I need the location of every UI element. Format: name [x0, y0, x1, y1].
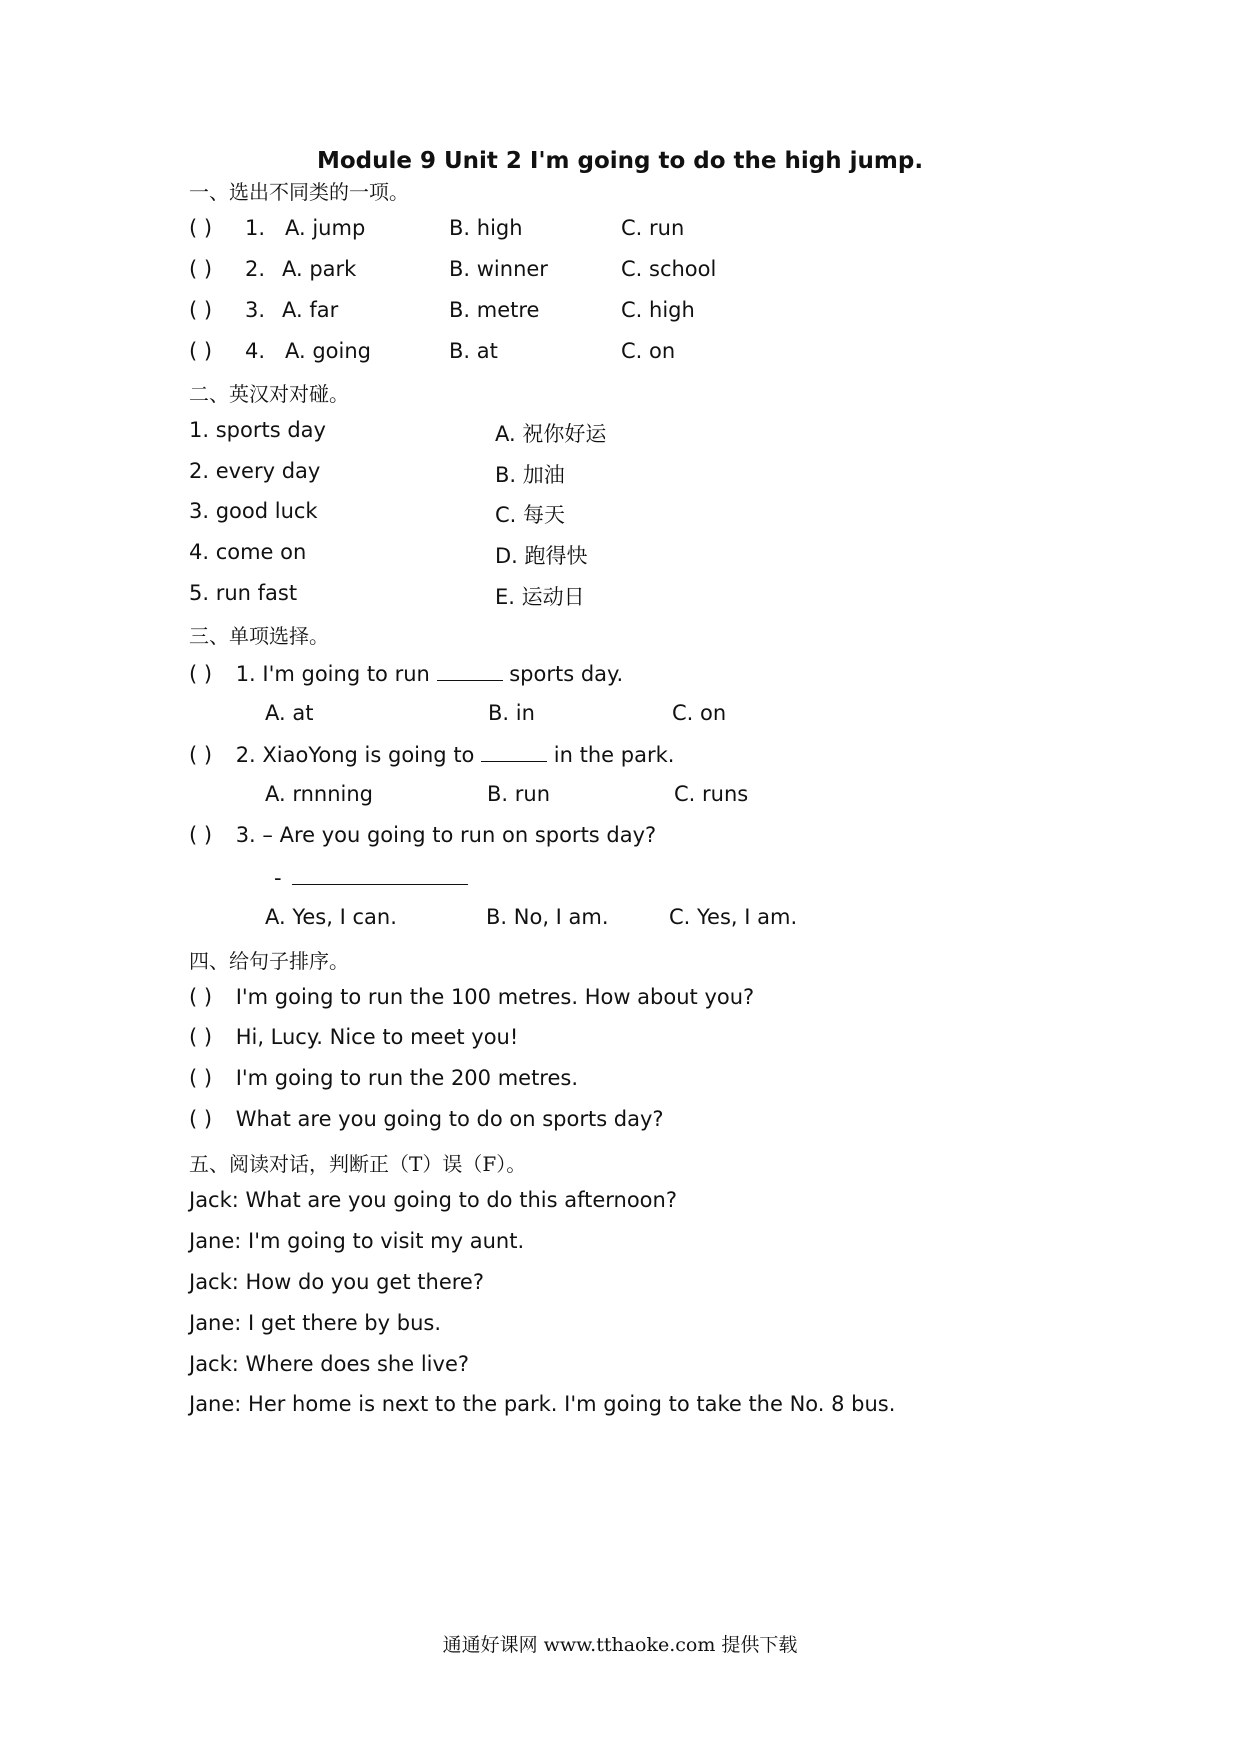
option-a: A. Yes, I can. — [265, 905, 397, 929]
dialogue-line: Jane: Her home is next to the park. I'm going to take the No. 8 bus. — [189, 1392, 896, 1416]
question-2 — [189, 741, 674, 767]
page-title: Module 9 Unit 2 I'm going to do the high jump. — [316, 148, 924, 174]
option-c: C. school — [621, 257, 717, 281]
section1-item — [189, 339, 889, 367]
question-text-end: sports day. — [509, 662, 624, 686]
option-b: B. metre — [449, 298, 540, 322]
question-text: 2. XiaoYong is going to — [235, 743, 475, 767]
english-phrase: 4. come on — [189, 540, 307, 564]
section1-heading: 一、选出不同类的一项。 — [189, 180, 409, 204]
option-c: C. run — [621, 216, 685, 240]
dialogue-line: Jane: I get there by bus. — [189, 1311, 441, 1335]
answer-paren: ( ) — [189, 1066, 213, 1090]
item-number: 2. — [245, 257, 266, 281]
options-row — [265, 905, 805, 933]
question-text: 3. – Are you going to run on sports day? — [235, 823, 657, 847]
option-b: B. No, I am. — [486, 905, 609, 929]
dialogue-line: Jack: How do you get there? — [189, 1270, 484, 1294]
answer-paren: ( ) — [189, 823, 213, 847]
option-c: C. on — [672, 701, 727, 725]
english-phrase: 5. run fast — [189, 581, 298, 605]
sentence-text: Hi, Lucy. Nice to meet you! — [235, 1025, 519, 1049]
answer-paren: ( ) — [189, 743, 213, 767]
option-a: A. at — [265, 701, 314, 725]
ordering-item — [189, 1107, 664, 1131]
chinese-meaning: C. 每天 — [495, 503, 566, 527]
option-a: A. jump — [285, 216, 366, 240]
match-row — [189, 540, 689, 568]
answer-paren: ( ) — [189, 1107, 213, 1131]
question-3 — [189, 823, 656, 847]
answer-paren: ( ) — [189, 339, 213, 363]
match-row — [189, 459, 689, 487]
dialogue-line: Jane: I'm going to visit my aunt. — [189, 1229, 525, 1253]
question-1 — [189, 660, 623, 686]
match-row — [189, 499, 689, 527]
dialogue-dash: - — [274, 866, 282, 890]
option-b: B. winner — [449, 257, 548, 281]
option-c: C. on — [621, 339, 676, 363]
section3-heading: 三、单项选择。 — [189, 624, 329, 648]
option-c: C. Yes, I am. — [669, 905, 798, 929]
sentence-text: What are you going to do on sports day? — [235, 1107, 664, 1131]
sentence-text: I'm going to run the 100 metres. How about you? — [235, 985, 755, 1009]
section5-heading: 五、阅读对话，判断正（T）误（F）。 — [189, 1152, 527, 1176]
answer-paren: ( ) — [189, 257, 213, 281]
section1-item — [189, 298, 889, 326]
option-c: C. high — [621, 298, 695, 322]
answer-paren: ( ) — [189, 216, 213, 240]
option-b: B. run — [487, 782, 551, 806]
english-phrase: 2. every day — [189, 459, 321, 483]
match-row — [189, 581, 689, 609]
section4-heading: 四、给句子排序。 — [189, 949, 349, 973]
ordering-item — [189, 985, 754, 1009]
section1-item — [189, 216, 889, 244]
answer-blank — [481, 741, 547, 762]
option-a: A. far — [282, 298, 339, 322]
ordering-item — [189, 1066, 578, 1090]
ordering-item — [189, 1025, 518, 1049]
chinese-meaning: E. 运动日 — [495, 585, 585, 609]
item-number: 1. — [245, 216, 266, 240]
option-c: C. runs — [674, 782, 749, 806]
option-b: B. in — [488, 701, 535, 725]
chinese-meaning: A. 祝你好运 — [495, 422, 607, 446]
match-row — [189, 418, 689, 446]
page-footer: 通通好课网 www.tthaoke.com 提供下载 — [442, 1634, 798, 1656]
answer-paren: ( ) — [189, 1025, 213, 1049]
answer-paren: ( ) — [189, 985, 213, 1009]
chinese-meaning: B. 加油 — [495, 463, 565, 487]
option-a: A. going — [285, 339, 371, 363]
answer-blank — [292, 864, 468, 885]
question-text: 1. I'm going to run — [235, 662, 430, 686]
answer-paren: ( ) — [189, 662, 213, 686]
options-row — [265, 782, 765, 810]
dialogue-line: Jack: Where does she live? — [189, 1352, 470, 1376]
options-row — [265, 701, 765, 729]
sentence-text: I'm going to run the 200 metres. — [235, 1066, 579, 1090]
option-a: A. park — [282, 257, 357, 281]
option-a: A. rnnning — [265, 782, 374, 806]
chinese-meaning: D. 跑得快 — [495, 544, 588, 568]
question-text-end: in the park. — [553, 743, 675, 767]
dialogue-line: Jack: What are you going to do this afternoon? — [189, 1188, 677, 1212]
option-b: B. at — [449, 339, 498, 363]
english-phrase: 3. good luck — [189, 499, 318, 523]
section1-item — [189, 257, 889, 285]
english-phrase: 1. sports day — [189, 418, 326, 442]
answer-blank — [437, 660, 503, 681]
answer-line — [274, 864, 468, 890]
option-b: B. high — [449, 216, 523, 240]
answer-paren: ( ) — [189, 298, 213, 322]
item-number: 3. — [245, 298, 266, 322]
item-number: 4. — [245, 339, 266, 363]
section2-heading: 二、英汉对对碰。 — [189, 382, 349, 406]
